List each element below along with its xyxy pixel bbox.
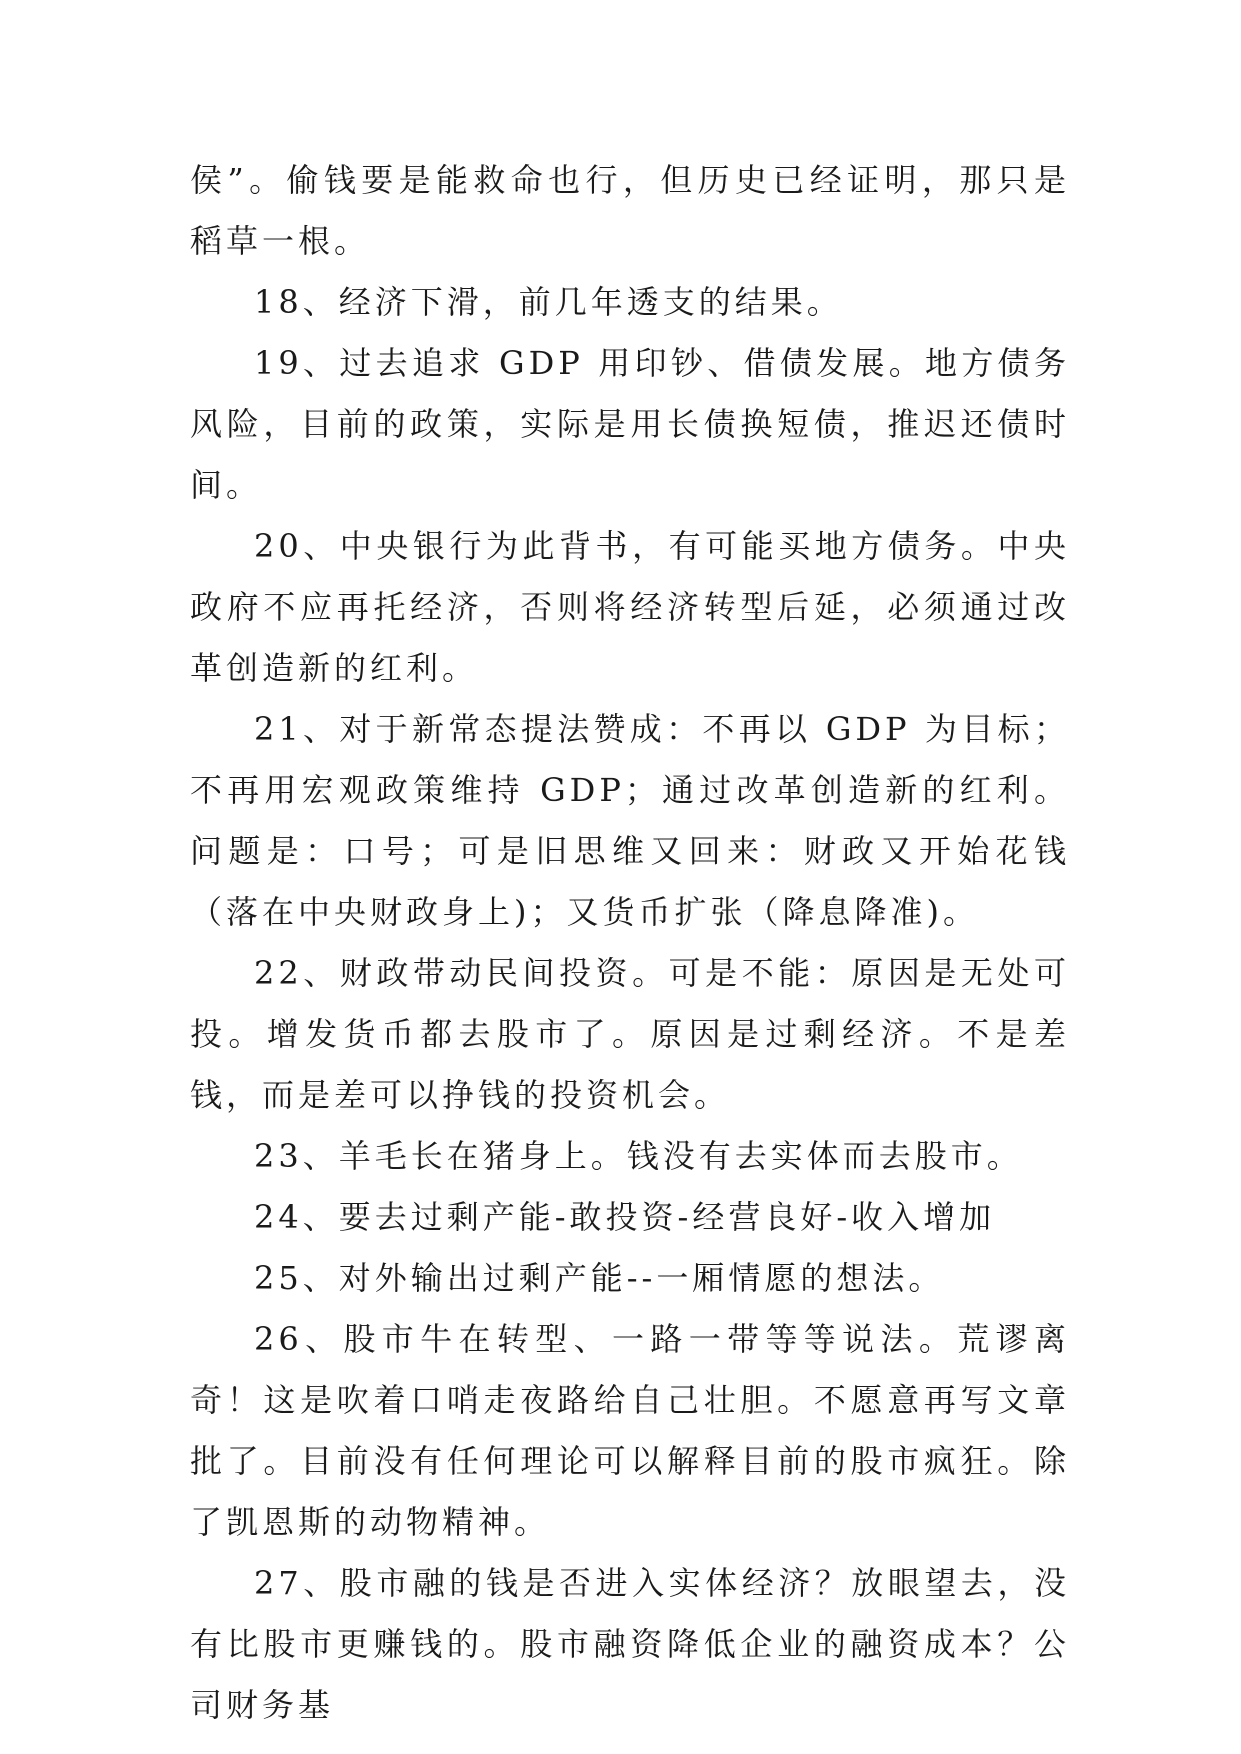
paragraph-25: 25、对外输出过剩产能--一厢情愿的想法。 — [254, 1259, 945, 1297]
paragraph-continuation: 侯”。偷钱要是能救命也行，但历史已经证明，那只是稻草一根。 — [190, 161, 1070, 260]
body-text — [190, 150, 1070, 1736]
paragraph-20: 20、中央银行为此背书，有可能买地方债务。中央政府不应再托经济，否则将经济转型后延，必须通过改革创造新的红利。 — [190, 527, 1070, 687]
paragraph-26: 26、股市牛在转型、一路一带等等说法。荒谬离奇！这是吹着口哨走夜路给自己壮胆。不愿意再写文章批了。目前没有任何理论可以解释目前的股市疯狂。除了凯恩斯的动物精神。 — [190, 1320, 1070, 1541]
paragraph-23: 23、羊毛长在猪身上。钱没有去实体而去股市。 — [254, 1137, 1023, 1175]
paragraph-18: 18、经济下滑，前几年透支的结果。 — [254, 283, 843, 321]
paragraph-27: 27、股市融的钱是否进入实体经济？放眼望去，没有比股市更赚钱的。股市融资降低企业的融资成本？公司财务基 — [190, 1564, 1070, 1724]
paragraph-22: 22、财政带动民间投资。可是不能：原因是无处可投。增发货币都去股市了。原因是过剩经济。不是差钱，而是差可以挣钱的投资机会。 — [190, 954, 1070, 1114]
paragraph-24: 24、要去过剩产能-敢投资-经营良好-收入增加 — [254, 1198, 996, 1236]
paragraph-21: 21、对于新常态提法赞成：不再以 GDP 为目标；不再用宏观政策维持 GDP；通过改革创造新的红利。问题是：口号；可是旧思维又回来：财政又开始花钱（落在中央财政身上)；又货币扩张（降息降准)。 — [190, 710, 1070, 931]
paragraph-19: 19、过去追求 GDP 用印钞、借债发展。地方债务风险，目前的政策，实际是用长债换短债，推迟还债时间。 — [190, 344, 1070, 504]
